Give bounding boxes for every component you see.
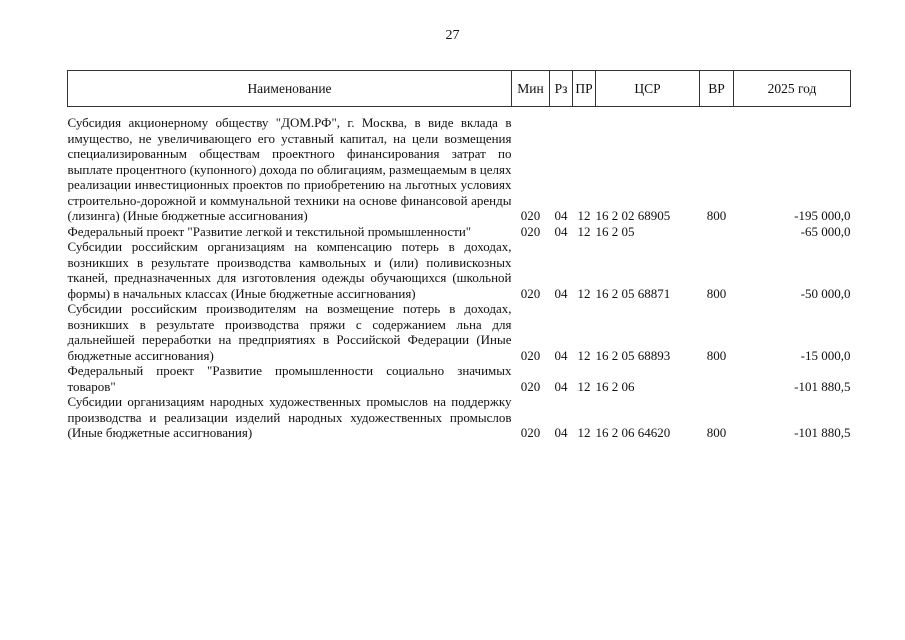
row-csr: 16 2 05 <box>595 223 635 239</box>
header-vr: ВР <box>700 71 734 107</box>
row-name: Субсидии организациям народных художественных промыслов на поддержку производства и реализации изделий народных художественных промыслов (Иные бюджетные ассигнования) <box>67 394 512 440</box>
row-pr: 12 <box>577 208 591 223</box>
row-vr <box>700 363 734 394</box>
row-rz: 04 <box>554 378 568 394</box>
row-pr: 12 <box>577 378 591 394</box>
row-rz: 04 <box>554 223 568 239</box>
row-min: 020 <box>520 347 541 363</box>
row-name: Федеральный проект "Развитие промышленности социально значимых товаров" <box>67 363 512 394</box>
row-amount: -101 880,5 <box>794 425 851 440</box>
row-min: 020 <box>520 208 541 223</box>
row-vr <box>700 224 734 240</box>
row-csr: 16 2 06 64620 <box>595 425 671 440</box>
row-amount: -50 000,0 <box>800 285 851 301</box>
row-vr: 800 <box>706 208 727 223</box>
row-csr: 16 2 06 <box>595 378 635 394</box>
row-pr: 12 <box>577 285 591 301</box>
table-row <box>68 107 851 224</box>
row-amount: -65 000,0 <box>800 223 851 239</box>
header-min: Мин <box>512 71 550 107</box>
row-vr: 800 <box>706 347 727 363</box>
row-pr: 12 <box>577 347 591 363</box>
row-name: Субсидии российским производителям на возмещение потерь в доходах, возникших в результате производства пряжи с содержанием льна для дальнейшей переработки на предприятиях в Российской Федерации (Иные бюджетные ассигнования) <box>67 301 512 363</box>
row-min: 020 <box>520 378 541 394</box>
row-rz: 04 <box>554 285 568 301</box>
row-csr: 16 2 02 68905 <box>595 208 671 223</box>
header-year: 2025 год <box>734 71 851 107</box>
table-row <box>68 224 851 240</box>
table-row <box>68 363 851 394</box>
table-row <box>68 394 851 441</box>
row-rz: 04 <box>554 208 568 223</box>
row-rz: 04 <box>554 347 568 363</box>
page-number: 27 <box>445 28 460 43</box>
table-header-row <box>68 71 851 107</box>
row-name: Федеральный проект "Развитие легкой и текстильной промышленности" <box>67 223 472 239</box>
row-name: Субсидии российским организациям на компенсацию потерь в доходах, возникших в результате производства камвольных и (или) поливискозных тканей, предназначенных для изготовления одежды обучающихся (школьной формы) в начальных классах (Иные бюджетные ассигнования) <box>67 239 512 301</box>
budget-table <box>67 70 851 441</box>
row-amount: -195 000,0 <box>794 208 851 223</box>
header-name: Наименование <box>68 71 512 107</box>
row-vr: 800 <box>706 285 727 301</box>
row-csr: 16 2 05 68893 <box>595 347 671 363</box>
header-rz: Рз <box>550 71 573 107</box>
table-row <box>68 239 851 301</box>
row-vr: 800 <box>706 425 727 440</box>
row-amount: -101 880,5 <box>794 378 851 394</box>
header-pr: ПР <box>573 71 596 107</box>
row-min: 020 <box>520 223 541 239</box>
row-rz: 04 <box>554 425 568 440</box>
row-pr: 12 <box>577 425 591 440</box>
table-row <box>68 301 851 363</box>
row-name: Субсидия акционерному обществу "ДОМ.РФ", г. Москва, в виде вклада в имущество, не увеличивающего его уставный капитал, на цели возмещения специализированным обществам проектного финансирования затрат по выплате процентного (купонного) дохода по облигациям, размещаемым в целях реализации инвестиционных проектов по приобретению на льготных условиях строительно-дорожной и коммунальной техники на основе финансовой аренды (лизинга) (Иные бюджетные ассигнования) <box>67 115 512 223</box>
row-csr: 16 2 05 68871 <box>595 285 671 301</box>
row-amount: -15 000,0 <box>800 347 851 363</box>
row-min: 020 <box>520 425 541 440</box>
header-csr: ЦСР <box>596 71 700 107</box>
row-min: 020 <box>520 285 541 301</box>
row-pr: 12 <box>577 223 591 239</box>
